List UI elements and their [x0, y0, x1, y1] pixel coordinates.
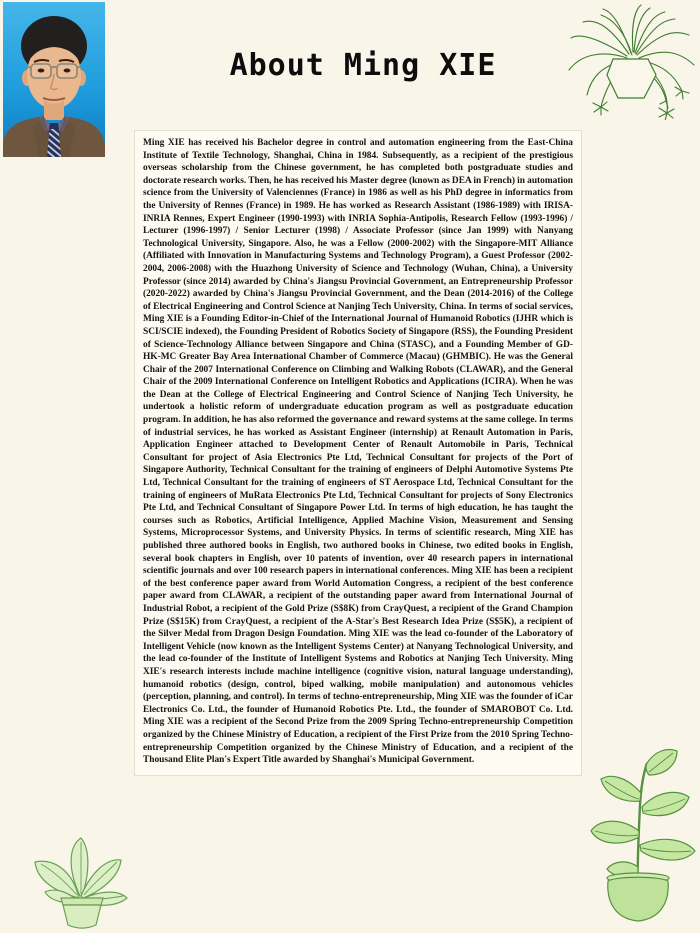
- portrait-photo-illustration: [3, 2, 105, 157]
- biography-text: Ming XIE has received his Bachelor degree in control and automation engineering from the East-China Institute of Textile Technology, Shanghai, China in 1984. Subsequently, as a recipient of the prestigious overseas scholarship from the Chinese government, he has completed both postgraduate studies and doctorate research works. Then, he has received his Master degree (known as DEA in French) in automation science from the University of Valenciennes (France) in 1986 as well as his PhD degree in informatics from the University of Rennes (France) in 1989. He has worked as Research Assistant (1986-1989) with IRISA-INRIA Rennes, Expert Engineer (1990-1993) with INRIA Sophia-Antipolis, Research Fellow (1993-1996) / Lecturer (1996-1997) / Senior Lecturer (1998) / Associate Professor (since Jan 1999) with Nanyang Technological University, Singapore. Also, he was a Fellow (2000-2002) with the Singapore-MIT Alliance (Affiliated with Innovation in Manufacturing Systems and Technology Program), a Guest Professor (2002-2004, 2006-2008) with the Huazhong University of Science and Technology (Wuhan, China), a University Professor (since 2014) awarded by China's Jiangsu Provincial Government, an Entrepreneurship Professor (2020-2022) awarded by China's Jiangsu Provincial Government, and the Dean (2014-2016) of the College of Electrical Engineering and Control Science at Nanjing Tech University, China. In terms of social services, Ming XIE is a Founding Editor-in-Chief of the International Journal of Humanoid Robotics (IJHR which is SCI/SCIE indexed), the Founding President of Robotics Society of Singapore (RSS), the Founding President of Science-Technology Alliance between Singapore and China (STASC), and a Founding Member of GD-HK-MC Greater Bay Area International Chamber of Commerce (Macau) (GHMBIC). He was the General Chair of the 2007 International Conference on Climbing and Walking Robots (CLAWAR), and the General Chair of the 2009 International Conference on Intelligent Robotics and Applications (ICIRA). When he was the Dean at the College of Electrical Engineering and Control Science of Nanjing Tech University, he undertook a holistic reform of undergraduate education program as well as postgraduate education program. In addition, he has also reformed the governance and reward systems at the same college. In terms of industrial services, he has worked as Assistant Engineer (internship) at Renault Automation in Paris, Application Engineer attached to Development Center of Renault Automobile in Paris, Technical Consultant for project of Asia Electronics Pte Ltd, Technical Consultant for projects of the Port of Singapore Authority, Technical Consultant for the training of engineers of Delphi Automotive Systems Pte Ltd, Technical Consultant for the training of engineers of ST Aerospace Ltd, Technical Consultant for the training of engineers of MuRata Electronics Pte Ltd, Technical Consultant for projects of Sony Electronics Pte Ltd, and Technical Consultant of Singapore Power Ltd. In terms of high education, he has taught the courses such as Robotics, Artificial Intelligence, Applied Machine Vision, Measurement and Sensing Systems, Microprocessor Systems, and University Physics. In terms of scientific research, Ming XIE has published three authored books in English, two authored books in Chinese, two edited books in English, several book chapters in English, over 10 patents of invention, over 40 research papers in international scientific journals and over 100 research papers in international conferences. Ming XIE has been a recipient of the best conference paper award from World Automation Congress, a recipient of the best conference paper award from CLAWAR, a recipient of the outstanding paper award from International Journal of Industrial Robot, a recipient of the Gold Prize (S$8K) from CrayQuest, a recipient of the Grand Champion Prize (S$15K) from CrayQuest, a recipient of the A-Star's Best Research Idea Prize (S$5K), a recipient of the Silver Medal from Dragon Design Foundation. Ming XIE was the lead co-founder of the Laboratory of Intelligent Vehicle (now known as the Intelligent Systems Center) at Nanyang Technological University, and the lead co-founder of the Institute of Intelligent Systems and Robotics at Nanjing Tech University. Ming XIE's research interests include machine intelligence (cognitive vision, natural language understanding), humanoid robotics (design, control, biped walking, mobile manipulation) and autonomous vehicles (perception, planning, and control). In terms of techno-entrepreneurship, Ming XIE was the founder of iCar Electronics Co. Ltd., the founder of Humanoid Robotics Pte. Ltd., the founder of SMAROBOT Co. Ltd. Ming XIE was a recipient of the Second Prize from the 2009 Spring Techno-entrepreneurship Competition organized by the Chinese Ministry of Education, a recipient of the First Prize from the 2010 Spring Techno-entrepreneurship Competition organized by the Chinese Ministry of Education, and a recipient of the Thousand Elite Plan's Expert Title awarded by Shanghai's Municipal Government.: [143, 138, 573, 766]
- potted-plant-illustration: [25, 832, 135, 932]
- spider-plant-illustration: [563, 2, 698, 120]
- spider-plant-icon: [563, 2, 698, 120]
- rubber-plant-icon: [585, 745, 700, 933]
- biography-panel: [134, 130, 582, 776]
- page-title: About Ming XIE: [229, 48, 497, 83]
- rubber-plant-illustration: [585, 745, 700, 933]
- potted-plant-icon: [25, 832, 135, 932]
- portrait-photo: [3, 2, 105, 157]
